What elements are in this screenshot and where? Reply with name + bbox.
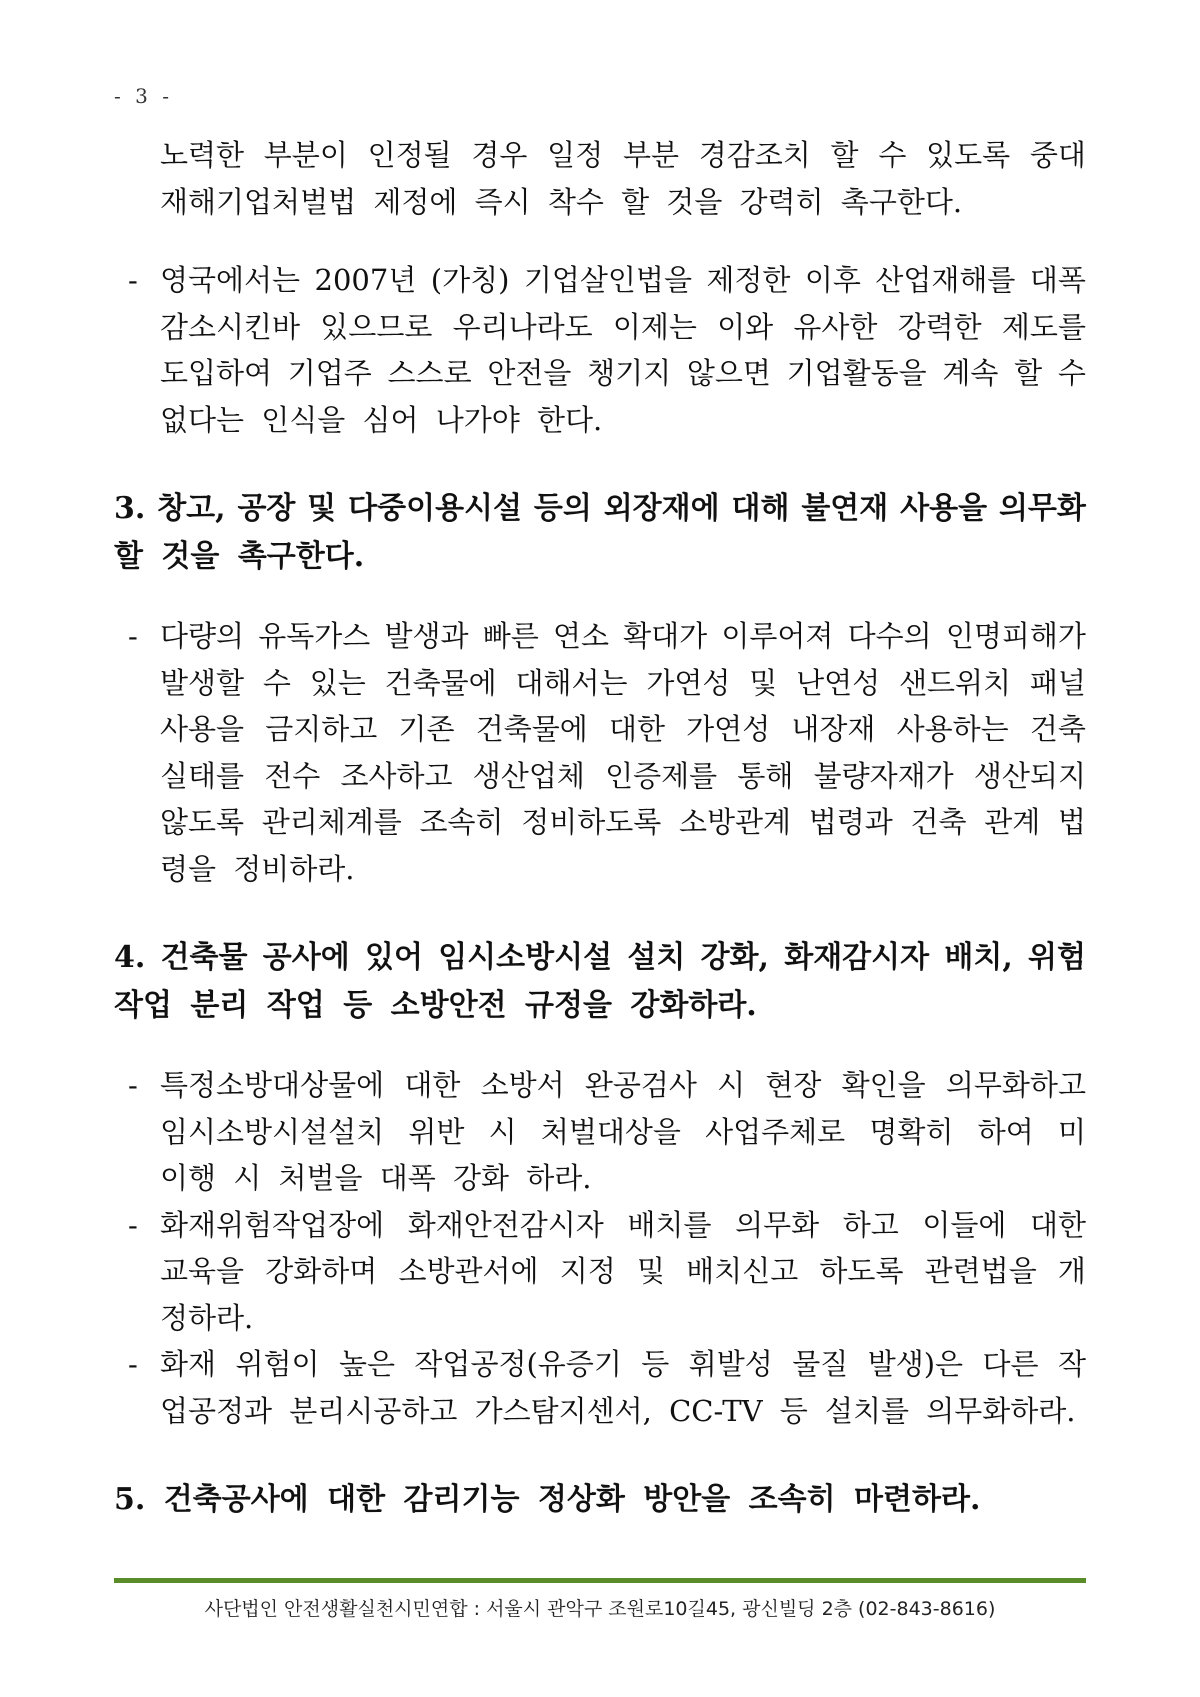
word: 하여 (977, 1114, 1034, 1149)
word: 휘발성 (688, 1347, 773, 1381)
word: 강력한 (897, 309, 982, 344)
text-line (114, 132, 1086, 179)
word: 위험이 (235, 1347, 320, 1381)
word: 완공검사 (584, 1068, 697, 1102)
text-line: 업공정과 분리시공하고 가스탐지센서, CC-TV 등 설치를 의무화하라. (160, 1393, 1076, 1428)
word: 수 (878, 138, 907, 172)
word: 확인을 (841, 1068, 926, 1102)
word: 이와 (717, 309, 774, 344)
text-line: 령을 정비하라. (160, 851, 355, 886)
word: 유독가스 (258, 619, 371, 653)
word: 연소 (552, 619, 609, 653)
word: 실태를 (160, 758, 245, 793)
word: 다른 (982, 1347, 1039, 1381)
word: 패널 (1029, 665, 1086, 700)
bullet-dash: - (128, 1207, 138, 1242)
text-line (160, 1202, 1086, 1249)
word: 등의 (533, 491, 592, 526)
word: 사용을 (900, 491, 988, 526)
word: 소방서 (480, 1068, 565, 1102)
word: 경감조치 (698, 138, 811, 172)
word: 배치, (944, 940, 1013, 975)
word: 있는 (309, 665, 366, 700)
word: 사업주체로 (705, 1114, 846, 1149)
bullet-dash: - (128, 263, 138, 297)
word: 계속 (942, 356, 999, 390)
word: 일정 (547, 138, 604, 172)
heading-line (114, 485, 1086, 533)
word: 이후 (804, 263, 861, 297)
bullet-item-uk (114, 257, 1086, 443)
word: 시 (488, 1114, 517, 1149)
word: 발생)은 (867, 1347, 964, 1381)
word: 대한 (608, 712, 665, 746)
word: 조사하고 (340, 758, 453, 793)
word: 기존 (398, 712, 455, 746)
word: 사용하는 (896, 712, 1009, 746)
word: 공사에 (262, 940, 350, 975)
word: 배치를 (627, 1207, 712, 1242)
word: 않도록 (160, 805, 245, 839)
word: 불량자재가 (813, 758, 954, 793)
word: 건축물에 (384, 665, 497, 700)
text-line (160, 613, 1086, 660)
continuation-paragraph (114, 132, 1086, 225)
word: 교육을 (160, 1254, 245, 1288)
word: 산업재해를 (875, 263, 1016, 297)
word: 시 (717, 1068, 746, 1102)
word: 이제는 (612, 309, 697, 344)
word: 대폭 (1029, 263, 1086, 297)
word: 및 (307, 491, 337, 526)
word: 법령과 (808, 805, 893, 839)
page-number: - 3 - (114, 84, 173, 108)
word: 부분 (622, 138, 679, 172)
word: 확대가 (623, 619, 708, 653)
word: 강화하며 (265, 1254, 378, 1288)
word: 높은 (338, 1347, 395, 1381)
word: 샌드위치 (898, 665, 1012, 700)
word: (가칭) (430, 263, 510, 297)
word: 외장재에 (603, 491, 720, 526)
word: 생산되지 (973, 758, 1086, 793)
word: 건축물에 (475, 712, 588, 746)
word: 인명피해가 (945, 619, 1086, 653)
text-line (114, 753, 1086, 800)
text-line (114, 660, 1086, 707)
word: 인증제를 (605, 758, 718, 793)
word: 강화, (700, 940, 769, 975)
word: 발생과 (384, 619, 469, 653)
section-4-bullet-2 (114, 1202, 1086, 1342)
word: 3. (114, 491, 146, 526)
word: 중대 (1029, 138, 1086, 172)
word: 기업살인법을 (523, 263, 692, 297)
word: 의무화 (998, 491, 1086, 526)
word: 이루어져 (721, 619, 834, 653)
word: 감소시킨바 (160, 309, 301, 344)
word: 설치 (627, 940, 686, 975)
word: 발생할 (160, 665, 245, 700)
word: 위험 (1028, 940, 1086, 975)
word: 불연재 (801, 491, 889, 526)
text-line (160, 1341, 1086, 1388)
word: 생산업체 (472, 758, 585, 793)
word: 내장재 (791, 712, 876, 746)
word: 2007년 (314, 263, 417, 297)
word: 않으면 (686, 356, 771, 390)
text-line (114, 1248, 1086, 1295)
word: 챙기지 (587, 356, 672, 390)
word: 미 (1057, 1114, 1086, 1149)
text-line: 이행 시 처벌을 대폭 강화 하라. (160, 1161, 592, 1195)
word: 법 (1057, 805, 1086, 839)
text-line: 재해기업처벌법 제정에 즉시 착수 할 것을 강력히 촉구한다. (160, 184, 963, 219)
word: 정비하도록 (521, 805, 662, 839)
word: 지정 (559, 1254, 616, 1288)
section-3-bullet (114, 613, 1086, 892)
word: 대해서는 (515, 665, 628, 700)
bullet-dash: - (128, 1068, 138, 1102)
word: 빠른 (482, 619, 539, 653)
word: 할 (1014, 356, 1043, 390)
word: 우리나라도 (452, 309, 593, 344)
word: 이들에 (922, 1207, 1007, 1242)
heading-line: 할 것을 촉구한다. (114, 539, 365, 574)
word: 통해 (737, 758, 794, 793)
heading-line (114, 934, 1086, 982)
word: 다중이용시설 (348, 491, 523, 526)
word: 소방관서에 (398, 1254, 539, 1288)
word: 사용을 (160, 712, 245, 746)
word: 금지하고 (265, 712, 378, 746)
word: 화재감시자 (784, 940, 930, 975)
text-line (114, 1109, 1086, 1156)
word: 조속히 (419, 805, 504, 839)
word: 의무화 (735, 1207, 820, 1242)
word: 및 (749, 665, 778, 700)
section-4-bullet-1 (114, 1062, 1086, 1202)
word: 건축물 (160, 940, 248, 975)
word: 작 (1057, 1347, 1086, 1381)
text-line (114, 706, 1086, 753)
text-line: 정하라. (160, 1300, 254, 1335)
footer-address: 사단법인 안전생활실천시민연합 : 서울시 관악구 조원로10길45, 광신빌딩 2층 (02-843-8616) (204, 1598, 996, 1620)
word: 특정소방대상물에 (160, 1068, 385, 1102)
word: 현장 (765, 1068, 822, 1102)
word: 인정될 (367, 138, 452, 172)
word: 제도를 (1001, 309, 1086, 344)
word: 및 (636, 1254, 665, 1288)
word: 대해 (731, 491, 790, 526)
word: 할 (830, 138, 859, 172)
word: 하도록 (819, 1254, 904, 1288)
word: 대한 (1029, 1207, 1086, 1242)
word: 경우 (471, 138, 528, 172)
word: 화재안전감시자 (407, 1207, 604, 1242)
word: 있으므로 (320, 309, 433, 344)
word: 건축 (910, 805, 967, 839)
word: 도입하여 (160, 356, 273, 390)
word: 등 (641, 1347, 670, 1381)
word: 다수의 (847, 619, 932, 653)
word: 안전을 (487, 356, 572, 390)
text-line (114, 799, 1086, 846)
word: 작업공정(유증기 (414, 1347, 622, 1381)
section-4-heading (114, 934, 1086, 1030)
word: 위반 (408, 1114, 465, 1149)
word: 있어 (364, 940, 423, 975)
word: 4. (114, 940, 146, 975)
text-line (114, 304, 1086, 351)
section-3-heading (114, 485, 1086, 581)
section-4-bullet-3 (114, 1341, 1086, 1434)
word: 창고, (157, 491, 226, 526)
word: 개 (1057, 1254, 1086, 1288)
section-5-heading (114, 1476, 1086, 1524)
document-body (114, 132, 1086, 1524)
word: 공장 (237, 491, 296, 526)
word: 가연성 (686, 712, 771, 746)
word: 제정한 (706, 263, 791, 297)
bullet-dash: - (128, 1347, 138, 1381)
text-line (160, 1062, 1086, 1109)
word: 스스로 (387, 356, 472, 390)
word: 배치신고 (686, 1254, 799, 1288)
footer-divider (114, 1578, 1086, 1583)
word: 대한 (404, 1068, 461, 1102)
word: 관계 (984, 805, 1041, 839)
word: 화재위험작업장에 (160, 1207, 385, 1242)
word: 유사한 (793, 309, 878, 344)
text-line (114, 350, 1086, 397)
bullet-dash: - (128, 619, 138, 653)
word: 전수 (264, 758, 321, 793)
word: 건축 (1029, 712, 1086, 746)
word: 소방관계 (679, 805, 792, 839)
word: 하고 (842, 1207, 899, 1242)
word: 노력한 (160, 138, 245, 172)
word: 가연성 (646, 665, 731, 700)
word: 관련법을 (924, 1254, 1037, 1288)
word: 화재 (160, 1347, 217, 1381)
text-line: 없다는 인식을 심어 나가야 한다. (160, 402, 603, 437)
word: 난연성 (796, 665, 881, 700)
word: 관리체계를 (261, 805, 402, 839)
word: 임시소방시설 (438, 940, 613, 975)
word: 수 (262, 665, 291, 700)
word: 수 (1057, 356, 1086, 390)
word: 물질 (792, 1347, 849, 1381)
word: 다량의 (160, 619, 245, 653)
heading-line: 작업 분리 작업 등 소방안전 규정을 강화하라. (114, 988, 757, 1023)
word: 부분이 (263, 138, 348, 172)
heading-line: 5. 건축공사에 대한 감리기능 정상화 방안을 조속히 마련하라. (114, 1482, 981, 1517)
word: 기업주 (287, 356, 372, 390)
word: 기업활동을 (786, 356, 927, 390)
word: 의무화하고 (945, 1068, 1086, 1102)
word: 명확히 (869, 1114, 954, 1149)
text-line (160, 257, 1086, 304)
word: 영국에서는 (160, 263, 301, 297)
word: 임시소방시설설치 (160, 1114, 385, 1149)
word: 있도록 (926, 138, 1011, 172)
word: 처벌대상을 (540, 1114, 681, 1149)
